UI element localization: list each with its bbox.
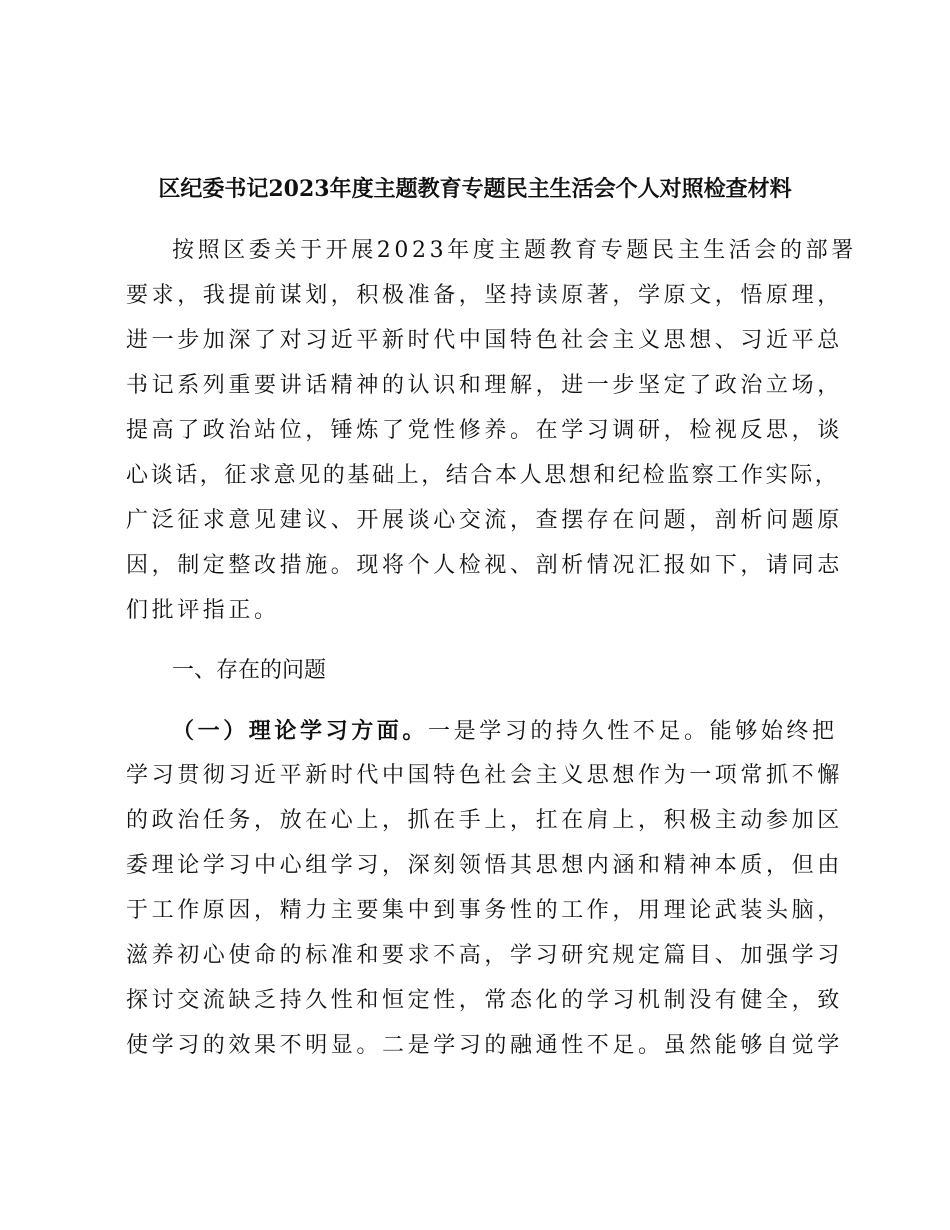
intro-line: 按照区委关于开展2023年度主题教育专题民主生活会的部署 (172, 238, 857, 263)
intro-line: 们批评指正。 (126, 598, 280, 623)
subsection-first-text: 一是学习的持久性不足。能够始终把 (428, 719, 838, 744)
body-line: 的政治任务，放在心上，抓在手上，扛在肩上，积极主动参加区 (126, 808, 843, 833)
intro-line: 要求，我提前谋划，积极准备，坚持读原著，学原文，悟原理， (126, 283, 843, 308)
body-line: 探讨交流缺乏持久性和恒定性，常态化的学习机制没有健全，致 (126, 988, 843, 1013)
intro-line: 提高了政治站位，锤炼了党性修养。在学习调研，检视反思，谈 (126, 418, 843, 443)
body-line: 于工作原因，精力主要集中到事务性的工作，用理论武装头脑， (126, 898, 843, 923)
intro-line: 书记系列重要讲话精神的认识和理解，进一步坚定了政治立场， (126, 373, 843, 398)
body-line: 学习贯彻习近平新时代中国特色社会主义思想作为一项常抓不懈 (126, 763, 843, 788)
body-line: 委理论学习中心组学习，深刻领悟其思想内涵和精神本质，但由 (126, 853, 843, 878)
intro-line: 广泛征求意见建议、开展谈心交流，查摆存在问题，剖析问题原 (126, 508, 843, 533)
intro-line: 因，制定整改措施。现将个人检视、剖析情况汇报如下，请同志 (126, 553, 843, 578)
section-heading: 一、存在的问题 (172, 658, 327, 683)
subsection-first-line (172, 716, 838, 747)
intro-line: 心谈话，征求意见的基础上，结合本人思想和纪检监察工作实际， (126, 463, 840, 488)
subsection-heading: （一）理论学习方面。 (172, 718, 429, 744)
body-line: 使学习的效果不明显。二是学习的融通性不足。虽然能够自觉学 (126, 1033, 843, 1058)
intro-line: 进一步加深了对习近平新时代中国特色社会主义思想、习近平总 (126, 328, 843, 353)
document-title: 区纪委书记2023年度主题教育专题民主生活会个人对照检查材料 (158, 176, 792, 202)
body-line: 滋养初心使命的标准和要求不高，学习研究规定篇目、加强学习 (126, 943, 843, 968)
